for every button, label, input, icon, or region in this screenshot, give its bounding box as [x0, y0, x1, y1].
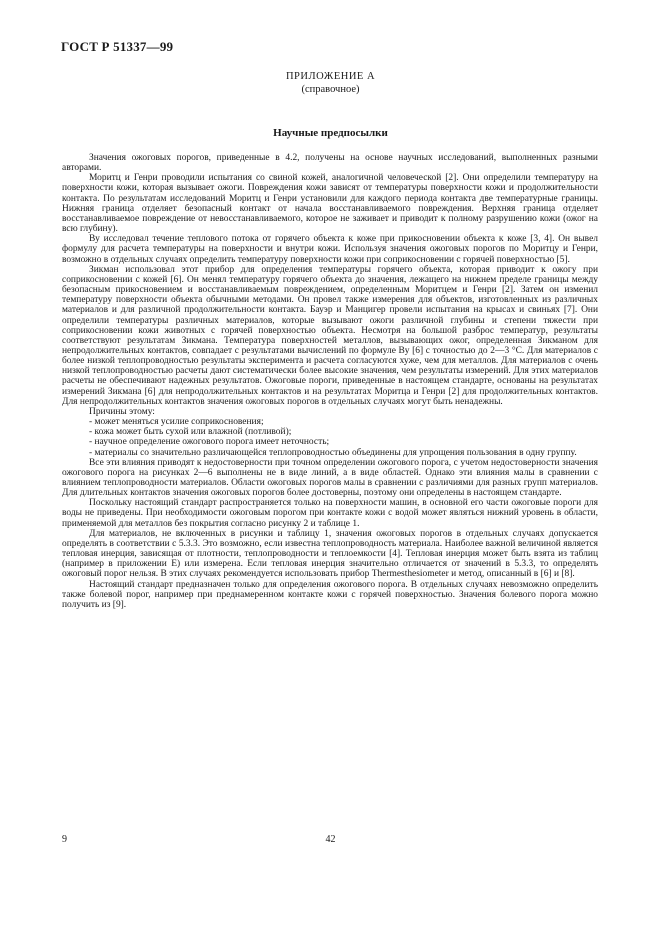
standard-header: ГОСТ Р 51337—99 [61, 39, 174, 54]
paragraph: Зикман использовал этот прибор для определения температуры горячего объекта, которая приводит к ожогу при соприкосновении с кожей [6]. Он менял температуру горячего объекта до значения, лежащего на нижнем пределе границы между безопасным прикосновением и восстанавливаемым повреждением, определенным Моритцем и Генри [2]. Затем он изменил температуру поверхности объекта обычными методами. Он провел также измерения для объектов, изготовленных из различных материалов и для различной продолжительности контакта. Бауэр и Манцигер провели испытания на крысах и свиньях [7]. Они определили температуры различных материалов, которые вызывают ожоги различной глубины и степени тяжести при соприкосновении кожи животных с горячей поверхностью объекта. Несмотря на большой разброс температур, результаты соответствуют результатам Зикмана. Температура поверхностей металлов, вызывающих ожог, определенная Зикманом для непродолжительных контактов, совпадает с результатами вычислений по формуле Ву [6] с точностью до 2—3 °С. Для материалов с более низкой теплопроводностью результаты эксперимента и расчета согласуются хуже, чем для металлов. Для материалов с очень низкой теплопроводностью расчеты дают систематически более высокие значения, чем результаты измерений. Для этих материалов расчеты не обеспечивают надежных результатов. Ожоговые пороги, приведенные в настоящем стандарте, основаны на результатах измерений Зикмана [6] для непродолжительных контактов и на результатах Моритца и Генри [2] для продолжительных контактов. Для непродолжительных контактов значения ожоговых порогов в отдельных случаях могут быть ненадежны. [62, 264, 598, 407]
list-item: - может меняться усилие соприкосновения; [89, 417, 264, 428]
annex-title: ПРИЛОЖЕНИЕ А [285, 71, 376, 82]
paragraph: Настоящий стандарт предназначен только для определения ожогового порога. В отдельных случаях невозможно определить также болевой порог, например при преднамеренном контакте кожи с горячей поверхностью. Значения болевого порога можно получить из [9]. [62, 579, 598, 610]
paragraph: Поскольку настоящий стандарт распространяется только на поверхности машин, в основной его части ожоговые пороги для воды не приведены. При необходимости ожоговым порогом при контакте кожи с водой может являться нижний уровень в области, применяемой для металлов без покрытия согласно рисунку 2 и таблице 1. [62, 498, 598, 529]
list-item: - кожа может быть сухой или влажной (потливой); [89, 427, 292, 438]
list-item: - научное определение ожогового порога имеет неточность; [89, 437, 330, 448]
paragraph: Все эти влияния приводят к недостоверности при точном определении ожогового порога, с учетом недостоверности значения ожогового порога на рисунках 2—6 выполнены не в виде линий, а в виде областей. Однако эти влияния малы в сравнении с влиянием теплопроводности материалов. Области ожоговых порогов малы в сравнении с различиями для разных групп материалов. Для длительных контактов значения ожоговых порогов более достоверны, поэтому они определены в настоящем стандарте. [62, 457, 598, 499]
paragraph: Ву исследовал течение теплового потока от горячего объекта к коже при прикосновении объекта к коже [3, 4]. Он вывел формулу для расчета температуры на поверхности и внутри кожи. Используя значения ожоговых порогов по Моритцу и Генри, возможно в отдельных случаях определить температуру поверхности кожи при соприкосновении с горячей поверхностью [5]. [62, 234, 598, 265]
section-title: Научные предпосылки [273, 127, 388, 139]
paragraph: Значения ожоговых порогов, приведенные в 4.2, получены на основе научных исследований, выполненных разными авторами. [62, 153, 598, 174]
page-number: 42 [325, 834, 336, 845]
annex-subtitle: (справочное) [301, 84, 360, 95]
footer-left-number: 9 [62, 834, 67, 845]
paragraph: Причины этому: [89, 406, 155, 417]
body-text [62, 153, 598, 610]
paragraph: Для материалов, не включенных в рисунки и таблицу 1, значения ожоговых порогов в отдельных случаях допускается определять в соответствии с 5.3.3. Это возможно, если известна теплопроводность материала. Наиболее важной величиной является тепловая инерция, зависящая от плотности, теплопроводности и теплоемкости [4]. Тепловая инерция может быть взята из таблиц (например в приложении Е) или измерена. Если тепловая инерция значительно отличается от значений в 5.3.3, то определять ожоговый порог нельзя. В этих случаях рекомендуется использовать прибор Thermesthesiometer и метод, описанный в [6] и [8]. [62, 528, 598, 580]
paragraph: Моритц и Генри проводили испытания со свиной кожей, аналогичной человеческой [2]. Они определили температуру на поверхности кожи, которая вызывает ожоги. Повреждения кожи зависят от температуры поверхности кожи и продолжительности контакта. По результатам исследований Моритц и Генри установили для каждого периода контакта две температурные границы. Нижняя граница отделяет безопасный контакт от начала восстанавливаемого повреждения. Верхняя граница отделяет восстанавливаемое повреждение от невосстанавливаемого, которое не заживает и приводит к полному разрушению кожи (ожог на всю глубину). [62, 173, 598, 235]
list-item: - материалы со значительно различающейся теплопроводностью объединены для упрощения пользования в одну группу. [89, 447, 577, 458]
